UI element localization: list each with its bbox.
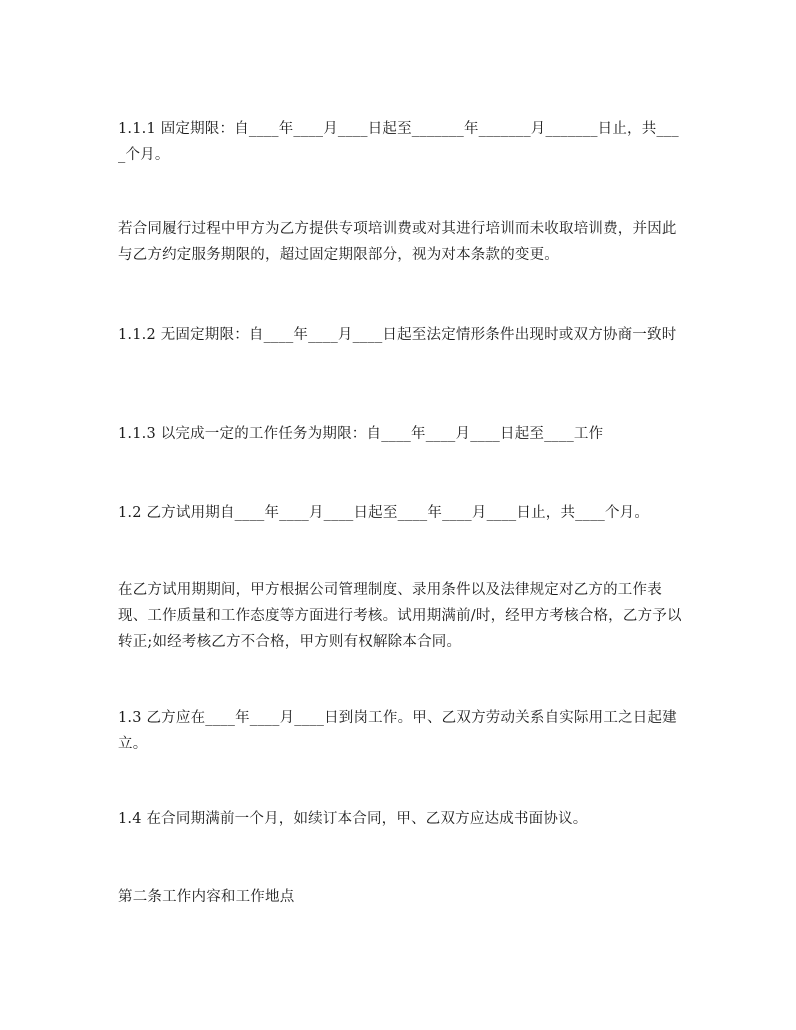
section-heading-article-two: 第二条工作内容和工作地点 [118, 889, 295, 905]
clause-1-1-2-open-ended-term: 1.1.2 无固定期限：自____年____月____日起至法定情形条件出现时或双方协商一致时 [118, 327, 677, 343]
clause-1-1-1-fixed-term: 1.1.1 固定期限：自____年____月____日起至_______年_______月_______日止，共____个月。 [118, 121, 679, 163]
clause-1-3-start-date: 1.3 乙方应在____年____月____日到岗工作。甲、乙双方劳动关系自实际用工之日起建立。 [118, 710, 677, 752]
probation-assessment-paragraph: 在乙方试用期期间，甲方根据公司管理制度、录用条件以及法律规定对乙方的工作表现、工作质量和工作态度等方面进行考核。试用期满前/时，经甲方考核合格，乙方予以转正;如经考核乙方不合格，甲方则有权解除本合同。 [118, 582, 682, 650]
clause-1-1-3-task-based-term: 1.1.3 以完成一定的工作任务为期限：自____年____月____日起至____工作 [118, 426, 604, 442]
clause-1-4-renewal: 1.4 在合同期满前一个月，如续订本合同，甲、乙双方应达成书面协议。 [118, 811, 588, 827]
training-service-term-note: 若合同履行过程中甲方为乙方提供专项培训费或对其进行培训而未收取培训费，并因此与乙方约定服务期限的，超过固定期限部分，视为对本条款的变更。 [118, 221, 677, 263]
clause-1-2-probation-period: 1.2 乙方试用期自____年____月____日起至____年____月____日止，共____个月。 [118, 505, 650, 521]
